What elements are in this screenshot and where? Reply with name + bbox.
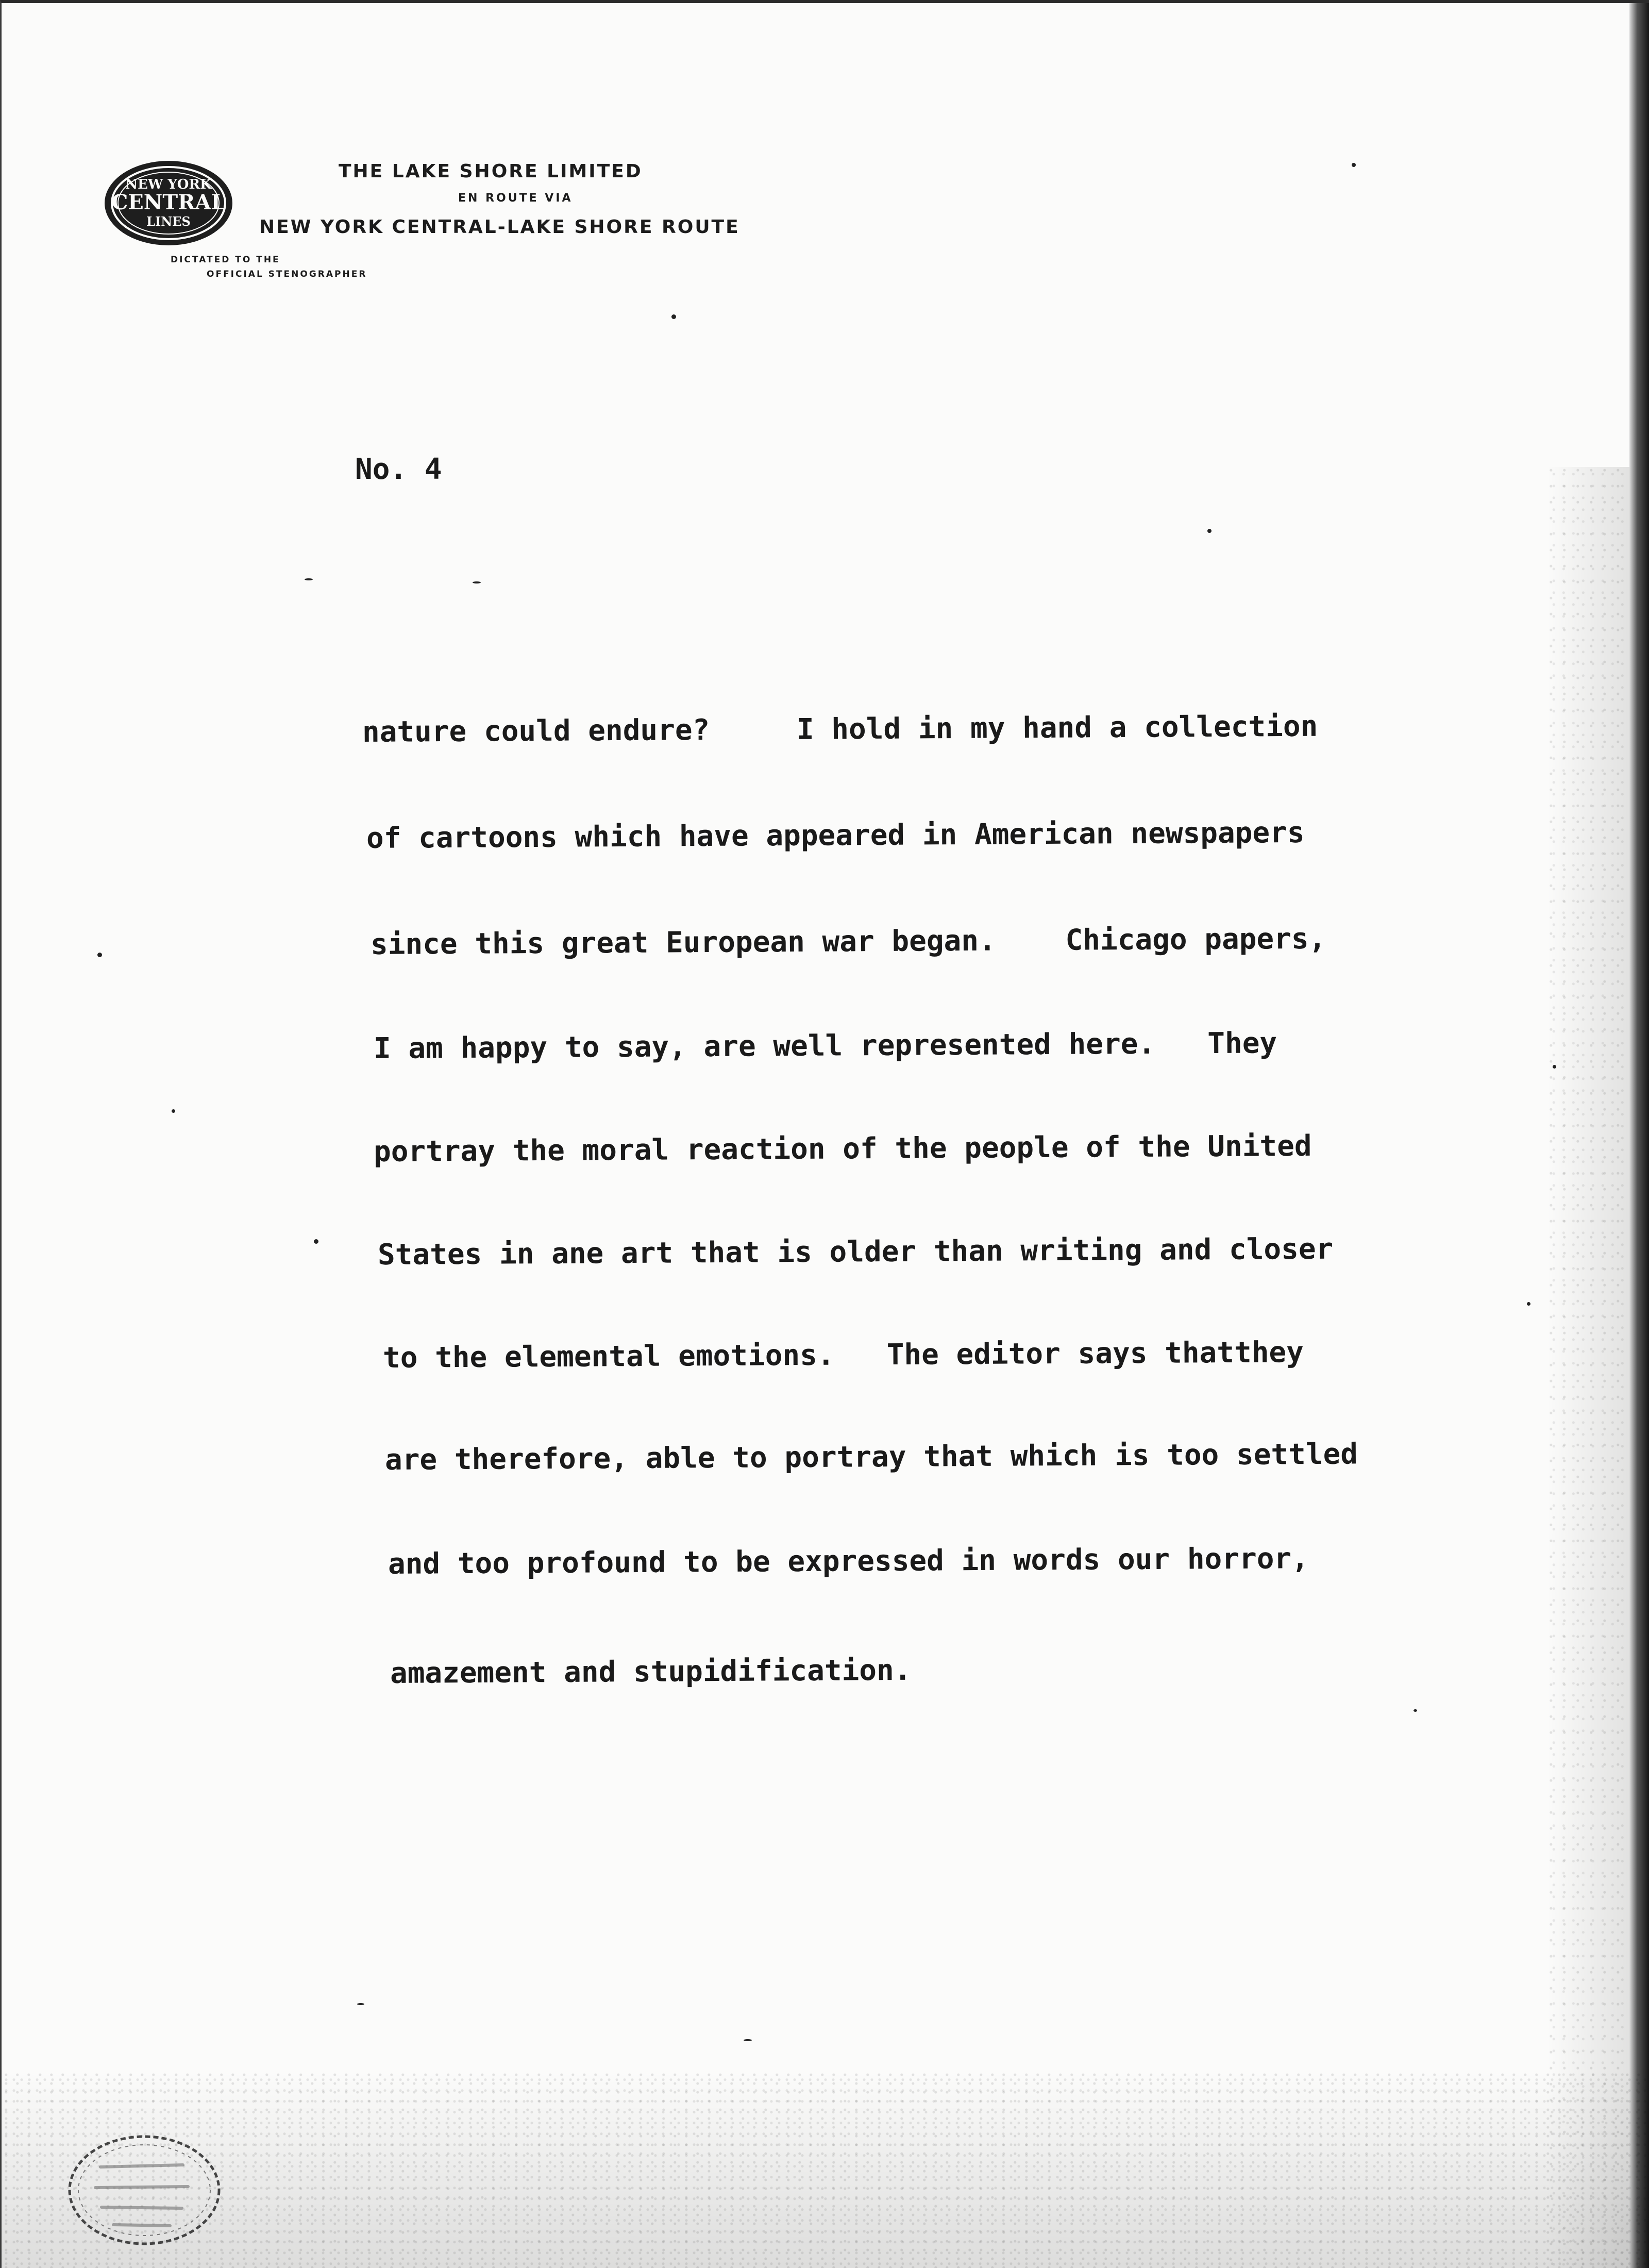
scan-speck bbox=[172, 1109, 175, 1113]
svg-text:CENTRAL: CENTRAL bbox=[111, 190, 226, 214]
body-line: to the elemental emotions. The editor says thatthey bbox=[382, 1336, 1304, 1375]
letterhead-via: EN ROUTE VIA bbox=[458, 192, 573, 205]
scan-speck bbox=[357, 2003, 364, 2005]
letterhead-title: THE LAKE SHORE LIMITED bbox=[339, 161, 643, 182]
scan-edge bbox=[1629, 3, 1649, 2268]
body-line: since this great European war began. Chicago papers, bbox=[370, 922, 1326, 961]
svg-text:NEW YORK: NEW YORK bbox=[125, 177, 212, 192]
scan-speck bbox=[1352, 163, 1356, 167]
scan-speck bbox=[314, 1239, 318, 1244]
body-line: portray the moral reaction of the people of the United bbox=[373, 1129, 1312, 1169]
body-line: and too profound to be expressed in words our horror, bbox=[388, 1542, 1309, 1581]
letterhead-stenographer: OFFICIAL STENOGRAPHER bbox=[207, 269, 367, 279]
body-line: I am happy to say, are well represented here. They bbox=[373, 1026, 1277, 1065]
scan-speck bbox=[671, 314, 676, 319]
body-line: of cartoons which have appeared in American newspapers bbox=[366, 815, 1305, 855]
scan-speck bbox=[473, 581, 481, 583]
letterhead-route: NEW YORK CENTRAL-LAKE SHORE ROUTE bbox=[259, 216, 740, 238]
scan-speck bbox=[1207, 529, 1211, 533]
scan-speck bbox=[744, 2039, 752, 2041]
scan-speck bbox=[97, 953, 102, 957]
svg-text:LINES: LINES bbox=[146, 214, 191, 229]
body-line: are therefore, able to portray that which is too settled bbox=[384, 1437, 1358, 1477]
body-line: amazement and stupidification. bbox=[390, 1653, 912, 1690]
new-york-central-logo bbox=[103, 159, 234, 247]
scan-speck bbox=[1527, 1302, 1530, 1306]
page-number: No. 4 bbox=[355, 453, 442, 486]
scan-grain-right bbox=[1547, 467, 1629, 2268]
scan-speck bbox=[305, 578, 313, 580]
scan-grain-bottom bbox=[2, 2072, 1649, 2268]
scan-speck bbox=[1553, 1065, 1556, 1069]
letterhead-dictated: DICTATED TO THE bbox=[171, 255, 280, 265]
body-line: nature could endure? I hold in my hand a collection bbox=[362, 709, 1318, 749]
scan-speck bbox=[1414, 1709, 1417, 1712]
archive-stamp bbox=[64, 2131, 224, 2249]
body-line: States in ane art that is older than writing and closer bbox=[377, 1232, 1334, 1272]
